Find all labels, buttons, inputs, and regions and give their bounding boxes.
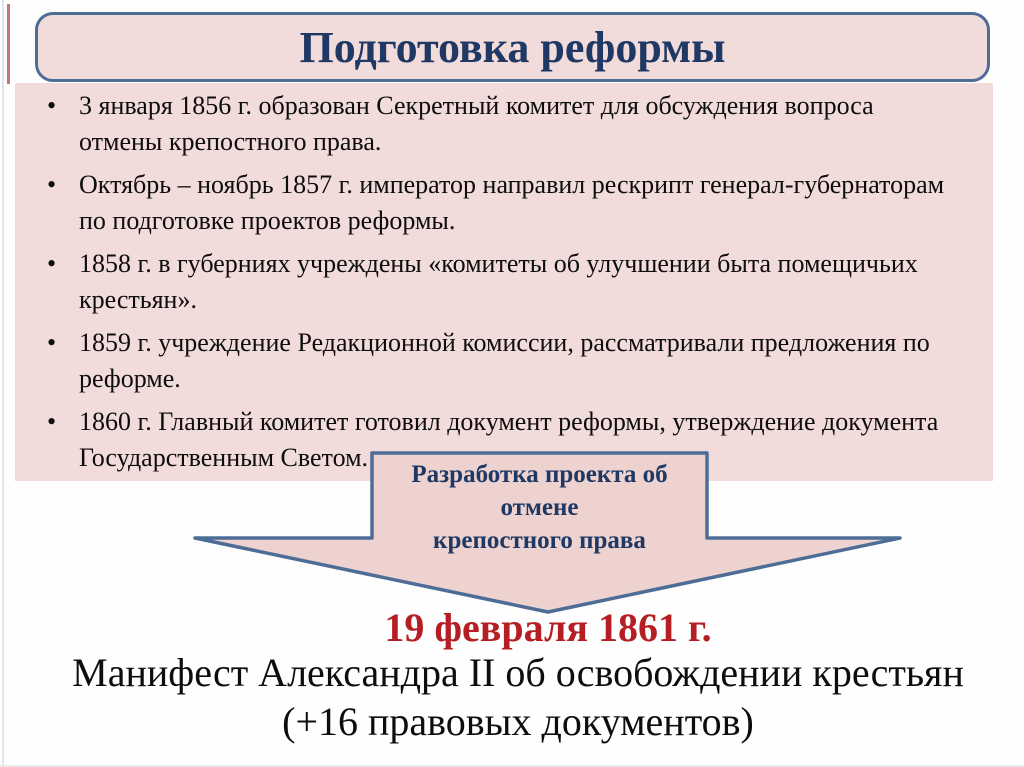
- bullet-item-3: • 1858 г. в губерниях учреждены «комитеты об улучшении быта помещичьих крестьян».: [33, 246, 953, 318]
- arrow-label-line3: крепостного права: [433, 527, 646, 554]
- result-block: [12, 648, 1024, 746]
- title-box: [35, 12, 990, 82]
- arrow-label-line1: Разработка проекта об: [411, 461, 668, 488]
- result-date: 19 февраля 1861 г.: [384, 605, 712, 650]
- bullet-item-2: • Октябрь – ноябрь 1857 г. император направил рескрипт генерал-губернаторам по подготовке проектов реформы.: [33, 167, 953, 239]
- bullet-item-4: • 1859 г. учреждение Редакционной комиссии, рассматривали предложения по реформе.: [33, 325, 953, 397]
- content-band: [15, 83, 993, 481]
- red-accent-line: [7, 4, 10, 84]
- bullet-item-5: • 1860 г. Главный комитет готовил документ реформы, утверждение документа Государственным Светом.: [33, 404, 953, 476]
- left-edge-line: [2, 0, 4, 767]
- result-line2: (+16 правовых документов): [282, 699, 754, 744]
- slide-title: Подготовка реформы: [299, 22, 726, 72]
- result-line1: Манифест Александра II об освобождении крестьян: [72, 650, 964, 695]
- bullet-list: [15, 83, 993, 476]
- arrow-label: [287, 458, 792, 557]
- bullet-item-1: • 3 января 1856 г. образован Секретный комитет для обсуждения вопроса отмены крепостного права.: [33, 88, 953, 160]
- arrow-label-line2: отмене: [500, 494, 579, 521]
